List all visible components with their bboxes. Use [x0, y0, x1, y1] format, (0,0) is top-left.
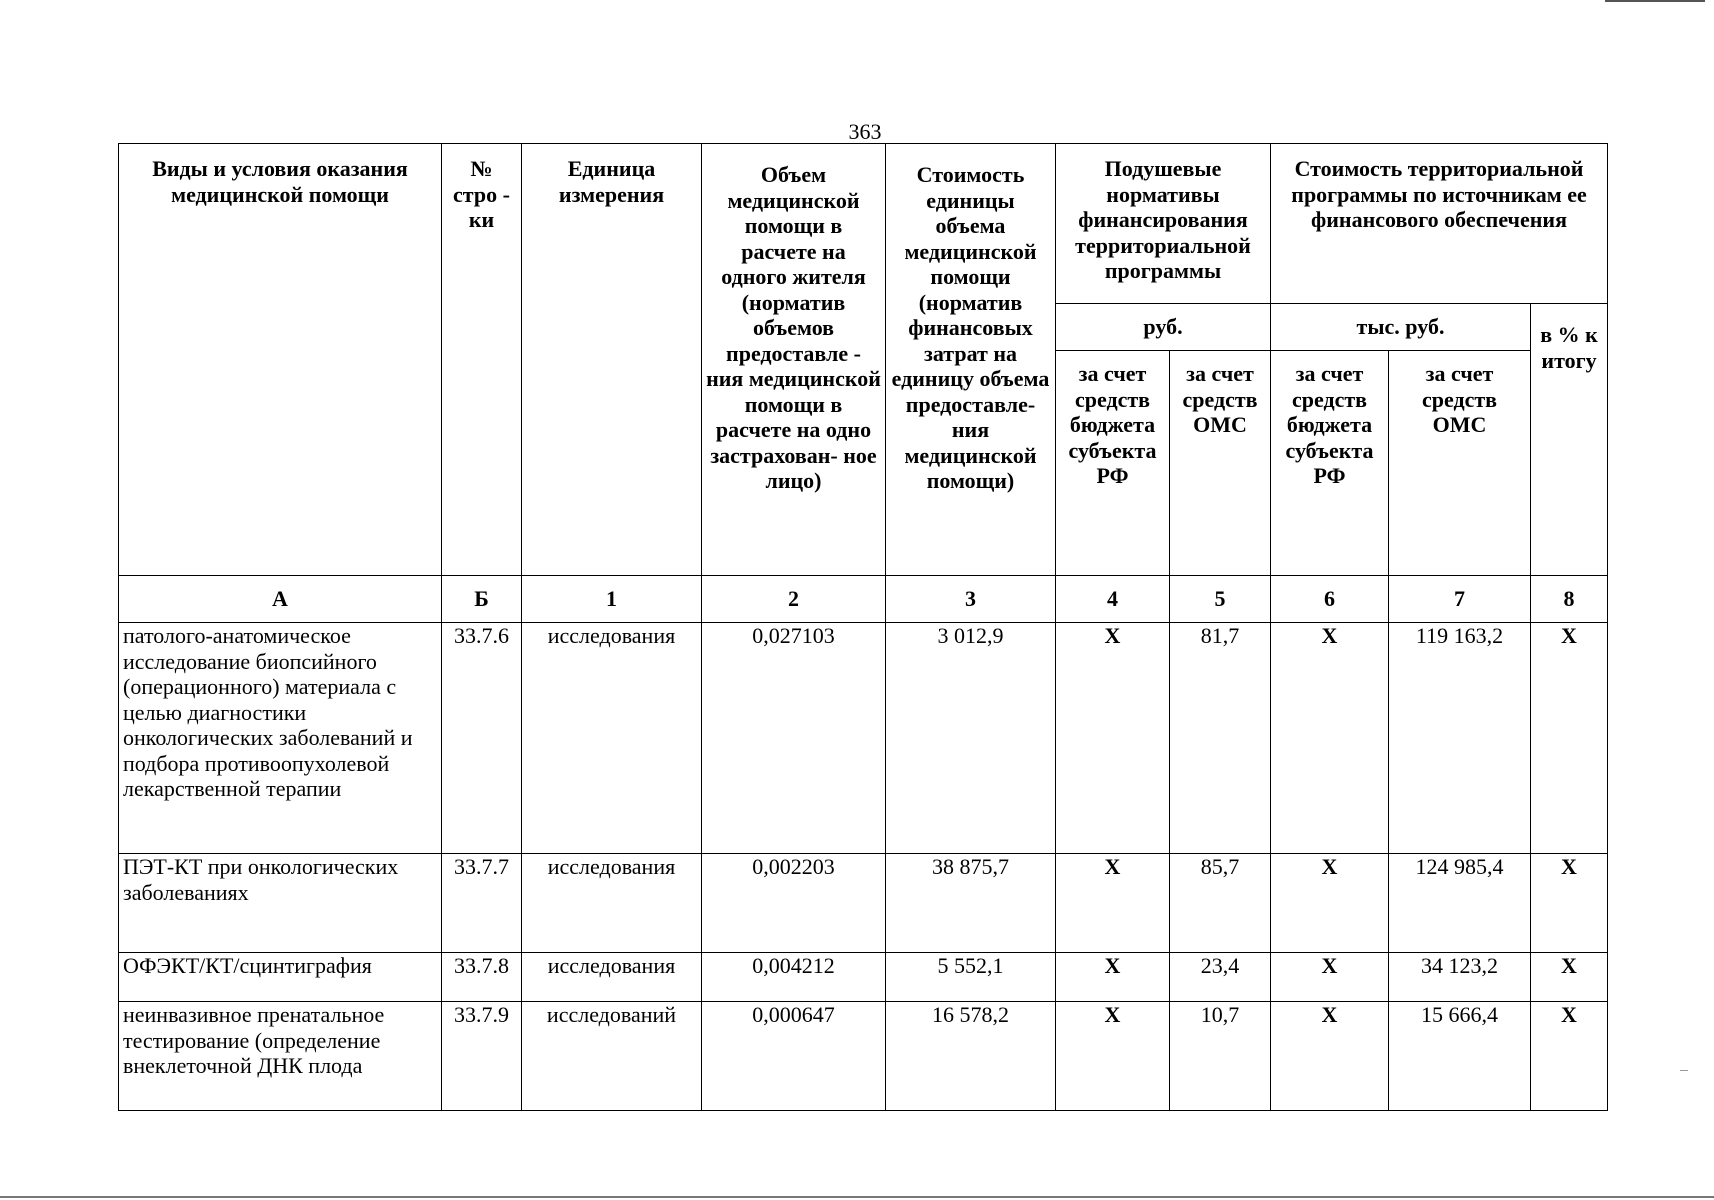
row-cost-oms: 119 163,2: [1389, 623, 1531, 854]
top-edge-rule: [1605, 0, 1705, 2]
row-line-number: 33.7.7: [442, 854, 522, 953]
row-name: патолого-анатомическое исследование биопсийного (операционного) материала с целью диагностики онкологических заболеваний и подбора противоопухолевой лекарственной терапии: [119, 623, 442, 854]
column-index: 8: [1531, 576, 1608, 623]
row-percent: Х: [1531, 953, 1608, 1002]
row-pc-oms: 10,7: [1170, 1002, 1271, 1111]
row-name: неинвазивное пренатальное тестирование (определение внеклеточной ДНК плода: [119, 1002, 442, 1111]
column-index: 7: [1389, 576, 1531, 623]
row-unit: исследования: [522, 623, 702, 854]
header-thousand-rub: тыс. руб.: [1271, 304, 1531, 351]
bottom-edge-rule: [0, 1196, 1714, 1198]
header-kinds-of-care: Виды и условия оказания медицинской помощи: [119, 144, 442, 576]
row-cost-budget: Х: [1271, 953, 1389, 1002]
header-line-number: № стро - ки: [442, 144, 522, 576]
header-rub: руб.: [1056, 304, 1271, 351]
row-cost-oms: 15 666,4: [1389, 1002, 1531, 1111]
row-unit: исследований: [522, 1002, 702, 1111]
row-percent: Х: [1531, 623, 1608, 854]
table-row: [119, 953, 1608, 1002]
row-volume: 0,004212: [702, 953, 886, 1002]
row-pc-oms: 23,4: [1170, 953, 1271, 1002]
margin-mark: [1680, 1070, 1688, 1071]
header-per-capita-norms: Подушевые нормативы финансирования территориальной программы: [1056, 144, 1271, 304]
row-unit: исследования: [522, 953, 702, 1002]
table-row: [119, 854, 1608, 953]
column-index: 4: [1056, 576, 1170, 623]
column-index: А: [119, 576, 442, 623]
row-line-number: 33.7.6: [442, 623, 522, 854]
row-cost-budget: Х: [1271, 1002, 1389, 1111]
row-pc-oms: 81,7: [1170, 623, 1271, 854]
row-unit-cost: 3 012,9: [886, 623, 1056, 854]
row-cost-oms: 124 985,4: [1389, 854, 1531, 953]
column-index: Б: [442, 576, 522, 623]
column-index: 2: [702, 576, 886, 623]
column-index: 1: [522, 576, 702, 623]
row-volume: 0,002203: [702, 854, 886, 953]
row-pc-budget: Х: [1056, 1002, 1170, 1111]
financing-table: [118, 143, 1608, 1111]
row-line-number: 33.7.9: [442, 1002, 522, 1111]
page-number: 363: [848, 119, 882, 144]
header-pc-oms: за счет средств ОМС: [1170, 351, 1271, 576]
row-name: ПЭТ-КТ при онкологических заболеваниях: [119, 854, 442, 953]
row-percent: Х: [1531, 854, 1608, 953]
table-row: [119, 623, 1608, 854]
row-unit-cost: 5 552,1: [886, 953, 1056, 1002]
row-pc-budget: Х: [1056, 854, 1170, 953]
row-unit: исследования: [522, 854, 702, 953]
header-volume: Объем медицинской помощи в расчете на одного жителя (норматив объемов предоставле - ния медицинской помощи в расчете на одно застрахован- ное лицо): [702, 144, 886, 576]
row-line-number: 33.7.8: [442, 953, 522, 1002]
row-cost-budget: Х: [1271, 854, 1389, 953]
row-pc-budget: Х: [1056, 953, 1170, 1002]
header-cost-budget: за счет средств бюджета субъекта РФ: [1271, 351, 1389, 576]
row-unit-cost: 38 875,7: [886, 854, 1056, 953]
column-index: 3: [886, 576, 1056, 623]
header-unit: Единица измерения: [522, 144, 702, 576]
column-index-row: [119, 576, 1608, 623]
table-row: [119, 1002, 1608, 1111]
header-percent-of-total: в % к итогу: [1531, 304, 1608, 576]
row-cost-oms: 34 123,2: [1389, 953, 1531, 1002]
row-volume: 0,000647: [702, 1002, 886, 1111]
row-volume: 0,027103: [702, 623, 886, 854]
header-cost-oms: за счет средств ОМС: [1389, 351, 1531, 576]
row-percent: Х: [1531, 1002, 1608, 1111]
column-index: 5: [1170, 576, 1271, 623]
row-pc-budget: Х: [1056, 623, 1170, 854]
header-program-cost: Стоимость территориальной программы по источникам ее финансового обеспечения: [1271, 144, 1608, 304]
row-name: ОФЭКТ/КТ/сцинтиграфия: [119, 953, 442, 1002]
row-cost-budget: Х: [1271, 623, 1389, 854]
row-unit-cost: 16 578,2: [886, 1002, 1056, 1111]
column-index: 6: [1271, 576, 1389, 623]
header-pc-budget: за счет средств бюджета субъекта РФ: [1056, 351, 1170, 576]
row-pc-oms: 85,7: [1170, 854, 1271, 953]
header-unit-cost: Стоимость единицы объема медицинской помощи (норматив финансовых затрат на единицу объема предоставле- ния медицинской помощи): [886, 144, 1056, 576]
